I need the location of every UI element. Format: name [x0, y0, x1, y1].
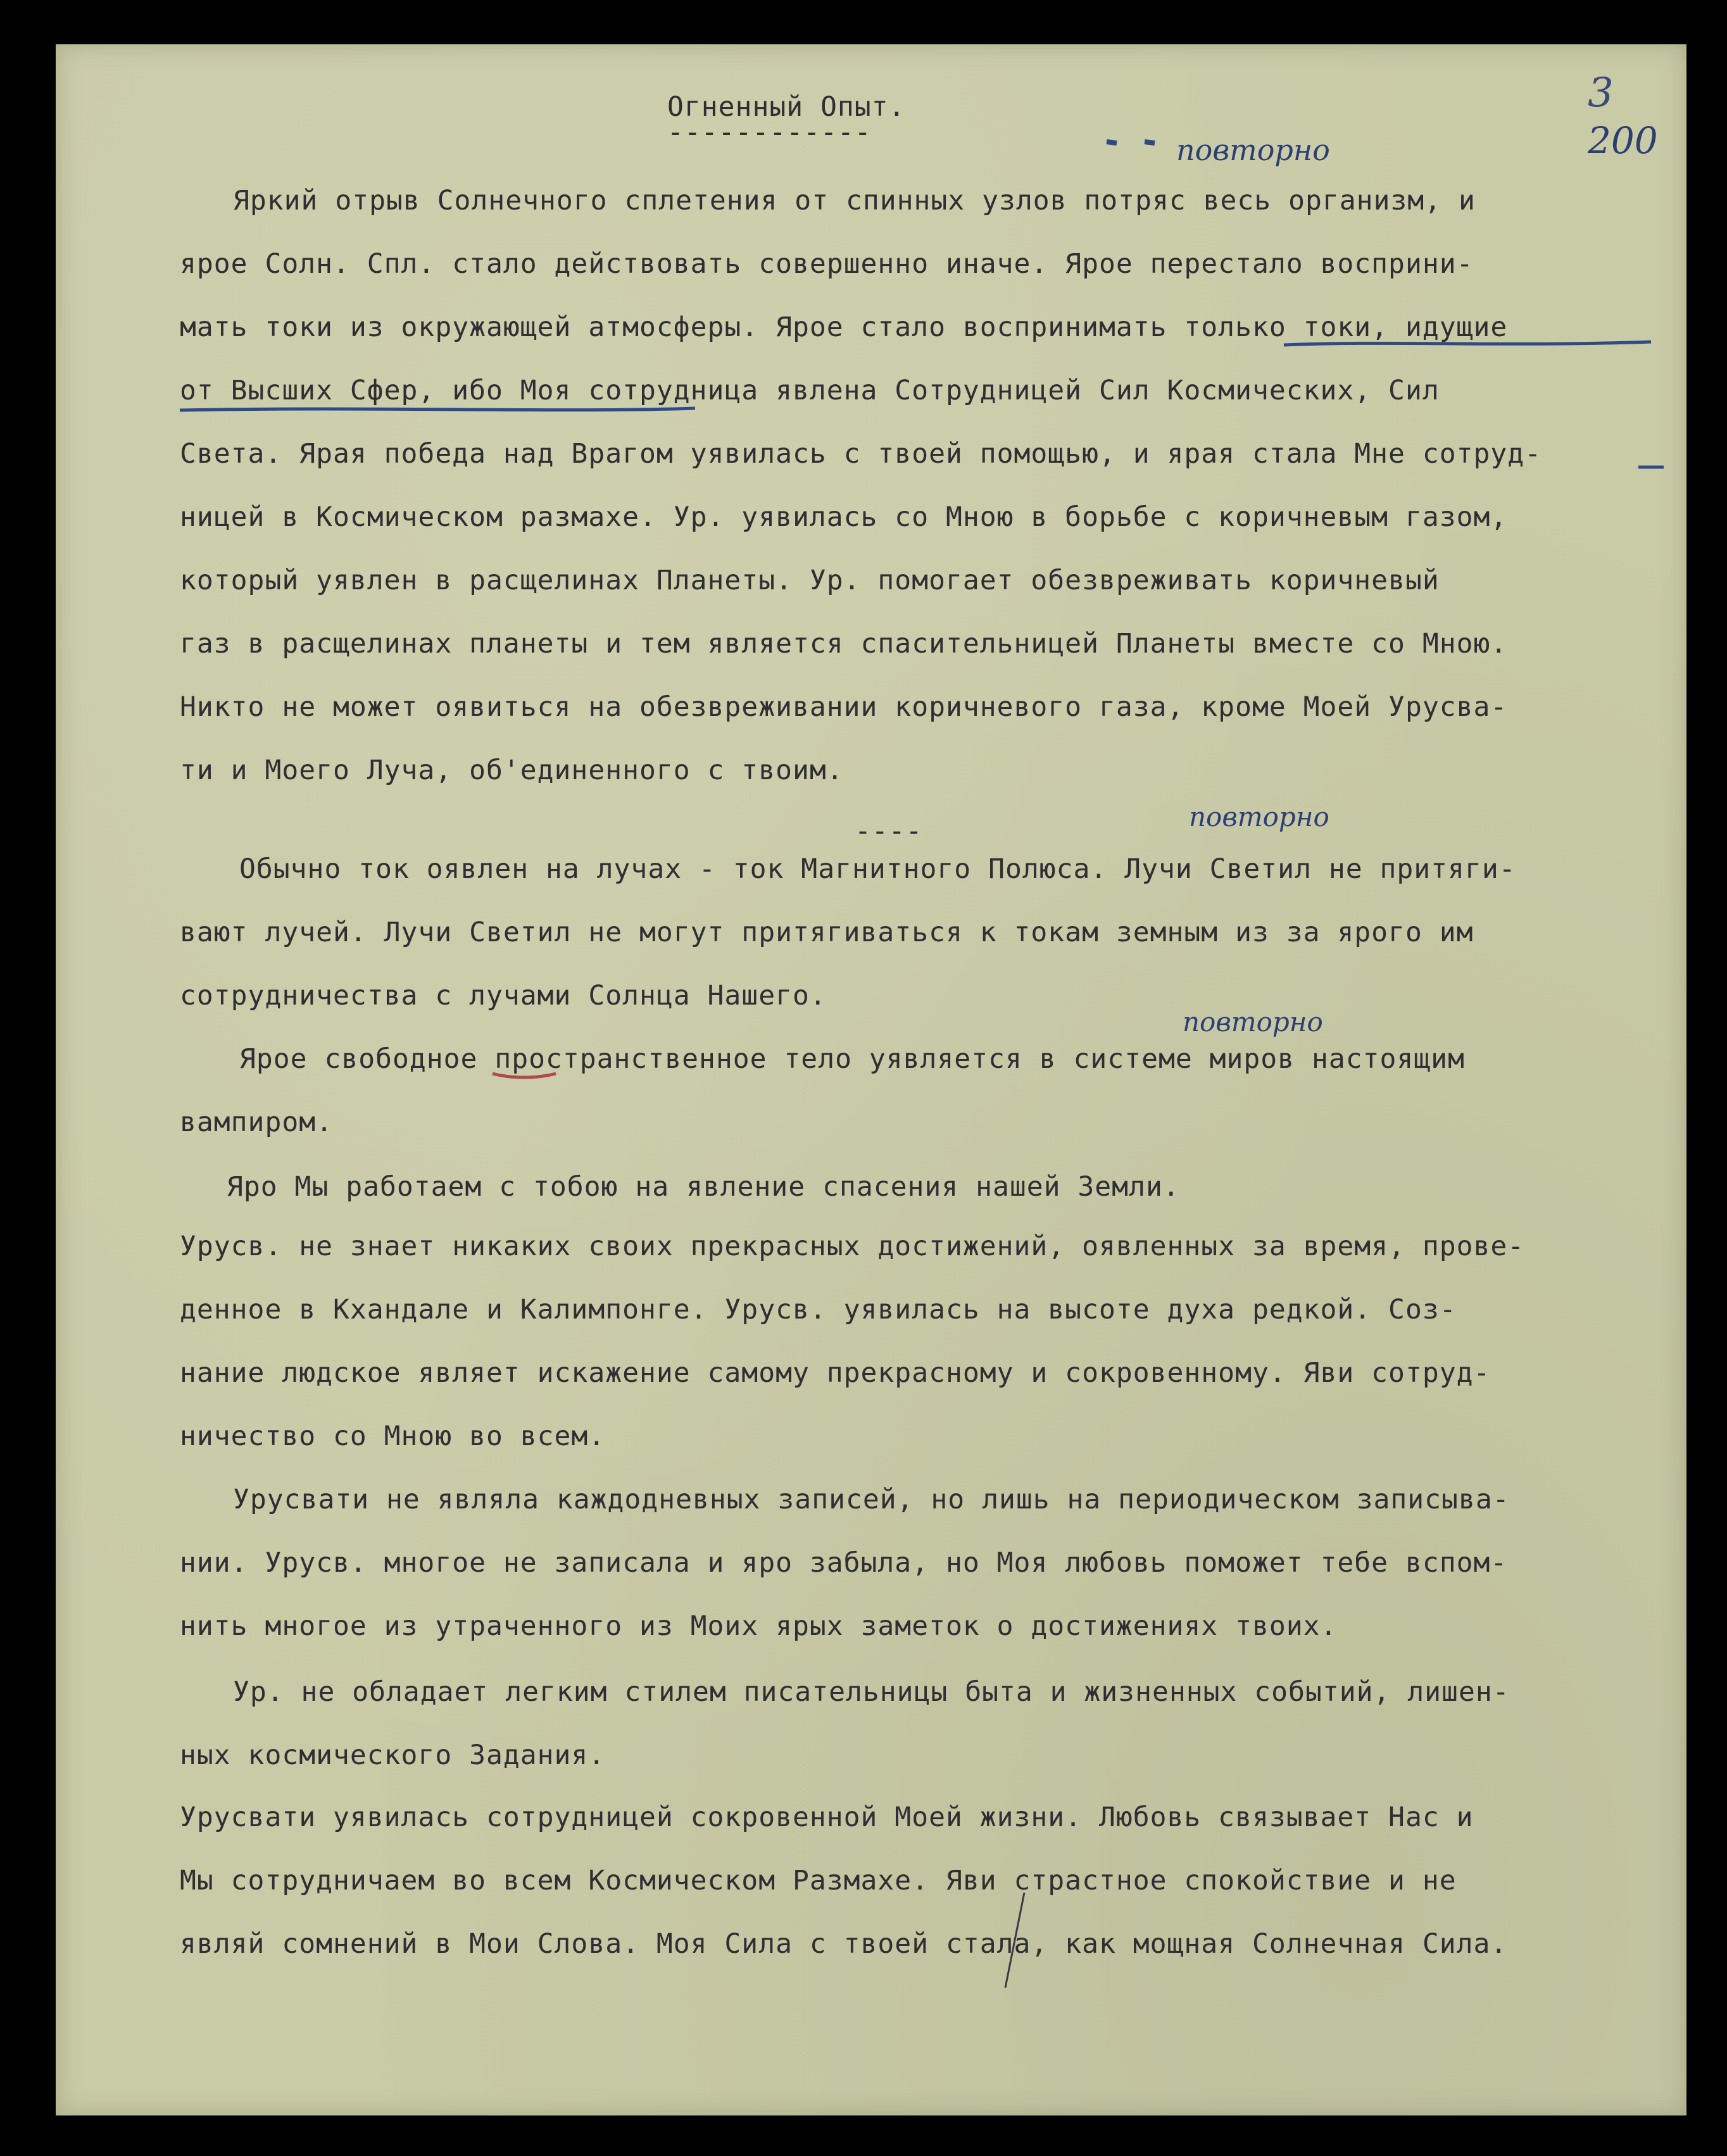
pen-marks [56, 44, 1686, 2115]
text-line-28: являй сомнений в Мои Слова. Моя Сила с твоей стала, как мощная Солнечная Сила. [180, 1928, 1508, 1960]
underline-mark-2 [180, 408, 695, 410]
text-line-19: нание людское являет искажение самому прекрасному и сокровенному. Яви сотруд- [180, 1357, 1491, 1389]
text-line-20: ничество со Мною во всем. [180, 1420, 606, 1452]
text-line-24: Ур. не обладает легким стилем писательницы быта и жизненных событий, лишен- [233, 1676, 1510, 1708]
text-line-10: ти и Моего Луча, об'единенного с твоим. [180, 755, 844, 786]
text-line-14: Ярое свободное пространственное тело уявляется в системе миров настоящим [239, 1043, 1465, 1075]
insert-mark [1005, 1893, 1024, 1988]
text-line-11: Обычно ток оявлен на лучах - ток Магнитного Полюса. Лучи Светил не притяги- [239, 853, 1516, 885]
text-line-27: Мы сотрудничаем во всем Космическом Размахе. Яви страстное спокойствие и не [180, 1865, 1457, 1896]
text-line-12: вают лучей. Лучи Светил не могут притягиваться к токам земным из за ярого им [180, 917, 1474, 948]
text-line-9: Никто не может оявиться на обезвреживании коричневого газа, кроме Моей Урусва- [180, 691, 1508, 723]
text-line-5: Света. Ярая победа над Врагом уявилась с твоей помощью, и ярая стала Мне сотруд- [180, 438, 1542, 470]
text-line-25: ных космического Задания. [180, 1739, 606, 1771]
red-mark [493, 1074, 556, 1077]
text-line-17: Урусв. не знает никаких своих прекрасных достижений, оявленных за время, прове- [180, 1231, 1525, 1262]
handwritten-note-3: повторно [1183, 1006, 1323, 1037]
text-line-3: мать токи из окружающей атмосферы. Ярое стало воспринимать только токи, идущие [180, 311, 1508, 343]
text-line-13: сотрудничества с лучами Солнца Нашего. [180, 980, 827, 1012]
text-line-6: ницей в Космическом размахе. Ур. уявилась со Мною в борьбе с коричневым газом, [180, 501, 1508, 533]
handwritten-note-2: повторно [1189, 801, 1329, 832]
document-title: Огненный Опыт. [667, 91, 906, 123]
folio-number: 200 [1588, 119, 1658, 162]
document-page [56, 44, 1686, 2115]
text-line-26: Урусвати уявилась сотрудницей сокровенной Моей жизни. Любовь связывает Нас и [180, 1802, 1474, 1833]
text-line-1: Яркий отрыв Солнечного сплетения от спинных узлов потряс весь организм, и [233, 185, 1476, 216]
text-line-16: Яро Мы работаем с тобою на явление спасения нашей Земли. [227, 1171, 1180, 1203]
underline-mark-1 [1284, 342, 1651, 345]
section-separator: ---- [855, 815, 923, 847]
text-line-8: газ в расщелинах планеты и тем является спасительницей Планеты вместе со Мною. [180, 628, 1508, 660]
text-line-15: вампиром. [180, 1106, 333, 1138]
title-rule: ------------ [667, 116, 872, 148]
text-line-22: нии. Урусв. многое не записала и яро забыла, но Моя любовь поможет тебе вспом- [180, 1547, 1508, 1579]
page-number: 3 [1588, 70, 1614, 116]
blue-dot-2 [1145, 142, 1155, 143]
text-line-23: нить многое из утраченного из Моих ярых заметок о достижениях твоих. [180, 1610, 1338, 1642]
text-line-18: денное в Кхандале и Калимпонге. Урусв. уявилась на высоте духа редкой. Соз- [180, 1294, 1457, 1326]
text-line-4: от Высших Сфер, ибо Моя сотрудница явлена Сотрудницей Сил Космических, Сил [180, 375, 1440, 406]
text-line-7: который уявлен в расщелинах Планеты. Ур. помогает обезвреживать коричневый [180, 565, 1440, 596]
text-line-21: Урусвати не являла каждодневных записей, но лишь на периодическом записыва- [233, 1484, 1510, 1515]
text-line-2: ярое Солн. Спл. стало действовать совершенно иначе. Ярое перестало восприни- [180, 248, 1474, 280]
blue-dot-1 [1107, 142, 1117, 143]
handwritten-note-1: повторно [1176, 133, 1330, 167]
